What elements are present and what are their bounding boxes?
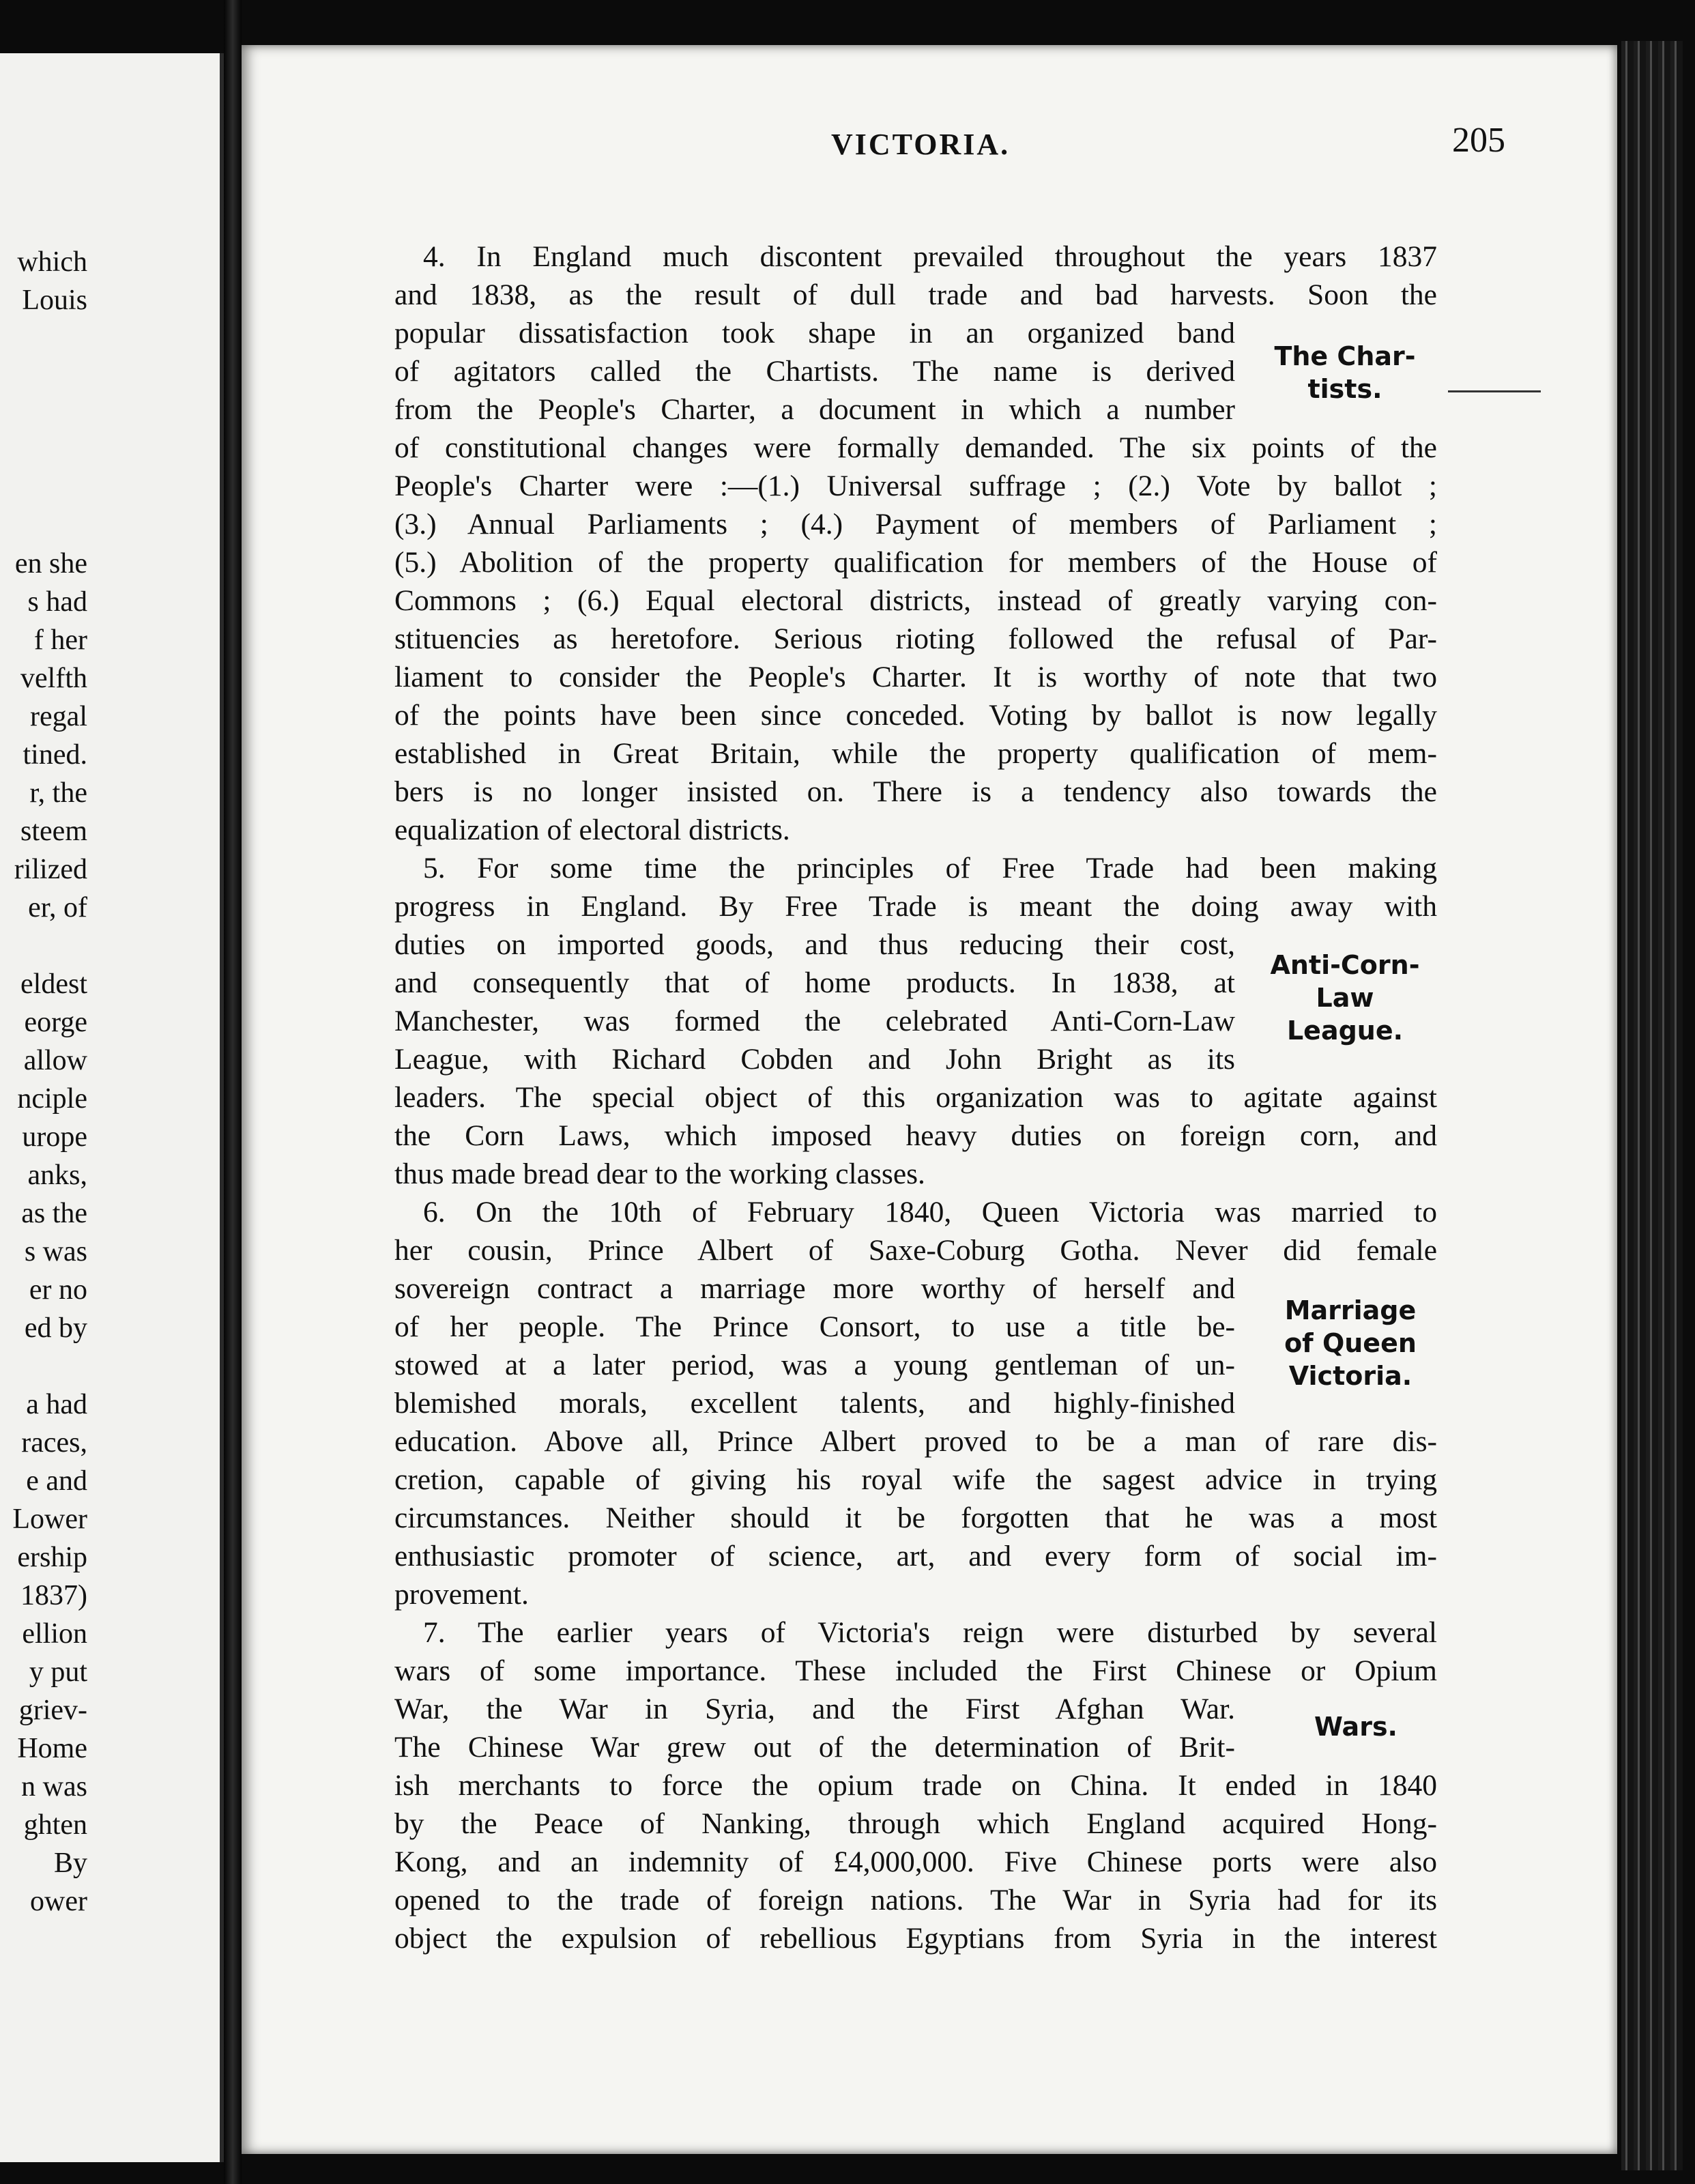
left-page-fragment: e and [26,1465,87,1497]
margin-note-chartists [1253,340,1437,405]
text-line: 6. On the 10th of February 1840, Queen Victoria was married to [423,1196,1437,1228]
left-page-fragment: allow [23,1045,87,1076]
text-line: 4. In England much discontent prevailed throughout the years 1837 [423,240,1437,273]
left-page-fragment: anks, [27,1160,87,1191]
left-page-fragment: r, the [29,777,87,809]
text-line: by the Peace of Nanking, through which England acquired Hong- [394,1807,1437,1840]
text-line: liament to consider the People's Charter. It is worthy of note that two [394,661,1437,693]
running-head: VICTORIA. [831,128,1011,161]
margin-note-wars [1264,1710,1448,1743]
text-line: (5.) Abolition of the property qualification for members of the House of [394,546,1437,579]
text-line: Kong, and an indemnity of £4,000,000. Five Chinese ports were also [394,1845,1437,1878]
left-page-fragment: tined. [23,739,87,771]
left-page-fragment: ower [30,1886,87,1917]
text-line: leaders. The special object of this organization was to agitate against [394,1081,1437,1114]
page-edges [1621,41,1683,2170]
text-line: 5. For some time the principles of Free Trade had been making [423,852,1437,885]
left-page-fragment: s was [24,1236,87,1267]
left-page-fragment: races, [21,1427,87,1459]
left-page-fragment: Lower [12,1504,87,1535]
text-line: and consequently that of home products. In 1838, at [394,966,1235,999]
margin-note-line: Marriage [1284,1295,1417,1325]
text-line: thus made bread dear to the working classes. [394,1158,925,1190]
left-page-fragment: ellion [22,1618,87,1650]
left-page-fragment: er, of [28,892,87,923]
text-line: stowed at a later period, was a young gentleman of un- [394,1349,1235,1381]
margin-note-line: Wars. [1314,1712,1397,1742]
left-page-fragment: By [53,1848,87,1879]
text-line: her cousin, Prince Albert of Saxe-Coburg Gotha. Never did female [394,1234,1437,1267]
text-line: of her people. The Prince Consort, to use a title be- [394,1310,1235,1343]
text-line: sovereign contract a marriage more worthy of herself and [394,1272,1235,1305]
margin-note-line: Victoria. [1288,1361,1412,1391]
text-line: education. Above all, Prince Albert proved to be a man of rare dis- [394,1425,1437,1458]
text-line: Commons ; (6.) Equal electoral districts, instead of greatly varying con- [394,584,1437,617]
text-line: and 1838, as the result of dull trade and bad harvests. Soon the [394,278,1437,311]
text-line: circumstances. Neither should it be forgotten that he was a most [394,1502,1437,1534]
text-line: The Chinese War grew out of the determination of Brit- [394,1731,1235,1764]
left-page-fragment: s had [27,586,87,618]
left-page-fragment: nciple [17,1083,87,1115]
margin-note-anti-corn-law [1253,949,1437,1047]
left-page-fragment: steem [20,816,87,847]
left-page-fragment: a had [26,1389,87,1420]
text-line: (3.) Annual Parliaments ; (4.) Payment of members of Parliament ; [394,508,1437,541]
left-page-fragment: eldest [20,968,87,1000]
text-line: ish merchants to force the opium trade on China. It ended in 1840 [394,1769,1437,1802]
text-line: wars of some importance. These included the First Chinese or Opium [394,1654,1437,1687]
text-line: duties on imported goods, and thus reducing their cost, [394,928,1235,961]
left-page-fragment: velfth [20,663,87,694]
text-line: object the expulsion of rebellious Egyptians from Syria in the interest [394,1922,1437,1955]
left-page-fragment: as the [21,1198,87,1229]
left-page-fragment: y put [29,1656,87,1688]
text-line: of agitators called the Chartists. The name is derived [394,355,1235,388]
text-line: progress in England. By Free Trade is meant the doing away with [394,890,1437,923]
margin-note-line: tists. [1307,374,1382,404]
margin-note-line: Law [1316,983,1374,1013]
left-page [0,53,224,2162]
margin-note-line: of Queen [1284,1328,1417,1358]
text-line: War, the War in Syria, and the First Afghan War. [394,1693,1235,1725]
text-line: popular dissatisfaction took shape in an organized band [394,317,1235,349]
left-page-fragment: 1837) [20,1580,87,1611]
left-page-fragment: Home [17,1733,87,1764]
text-line: of constitutional changes were formally demanded. The six points of the [394,431,1437,464]
text-line: People's Charter were :—(1.) Universal suffrage ; (2.) Vote by ballot ; [394,470,1437,502]
left-page-fragment: ghten [23,1809,87,1841]
text-line: of the points have been since conceded. Voting by ballot is now legally [394,699,1437,732]
left-page-fragment: urope [22,1121,87,1153]
left-page-fragment: f her [33,624,87,656]
text-line: established in Great Britain, while the property qualification of mem- [394,737,1437,770]
text-line: Manchester, was formed the celebrated Anti-Corn-Law [394,1005,1235,1037]
left-page-fragment: n was [21,1771,87,1802]
page-number: 205 [1452,121,1505,160]
text-line: opened to the trade of foreign nations. The War in Syria had for its [394,1884,1437,1916]
left-page-fragment: eorge [24,1007,87,1038]
left-page-fragment: regal [30,701,87,732]
margin-note-line: Anti-Corn- [1270,950,1420,980]
text-line: stituencies as heretofore. Serious rioting followed the refusal of Par- [394,622,1437,655]
margin-note-line: The Char- [1274,341,1416,371]
margin-rule-mark [1448,390,1541,392]
left-page-fragment: rilized [14,854,87,885]
text-line: enthusiastic promoter of science, art, and every form of social im- [394,1540,1437,1572]
text-line: provement. [394,1578,529,1611]
left-page-fragment: en she [14,548,87,579]
text-line: equalization of electoral districts. [394,814,790,846]
text-line: bers is no longer insisted on. There is a tendency also towards the [394,775,1437,808]
margin-note-line: League. [1286,1016,1404,1046]
text-line: from the People's Charter, a document in which a number [394,393,1235,426]
left-page-fragment: Louis [22,285,87,316]
text-line: blemished morals, excellent talents, and highly-finished [394,1387,1235,1420]
left-page-fragment: griev- [18,1695,87,1726]
text-line: 7. The earlier years of Victoria's reign were disturbed by several [423,1616,1437,1649]
book-spine [224,0,242,2184]
text-line: cretion, capable of giving his royal wife the sagest advice in trying [394,1463,1437,1496]
left-page-fragment: ership [17,1542,87,1573]
margin-note-marriage [1258,1294,1443,1392]
left-page-fragment: which [17,246,87,278]
left-page-fragment: ed by [24,1312,87,1344]
left-page-fragment: er no [29,1274,87,1306]
text-line: the Corn Laws, which imposed heavy duties on foreign corn, and [394,1119,1437,1152]
text-line: League, with Richard Cobden and John Bright as its [394,1043,1235,1076]
